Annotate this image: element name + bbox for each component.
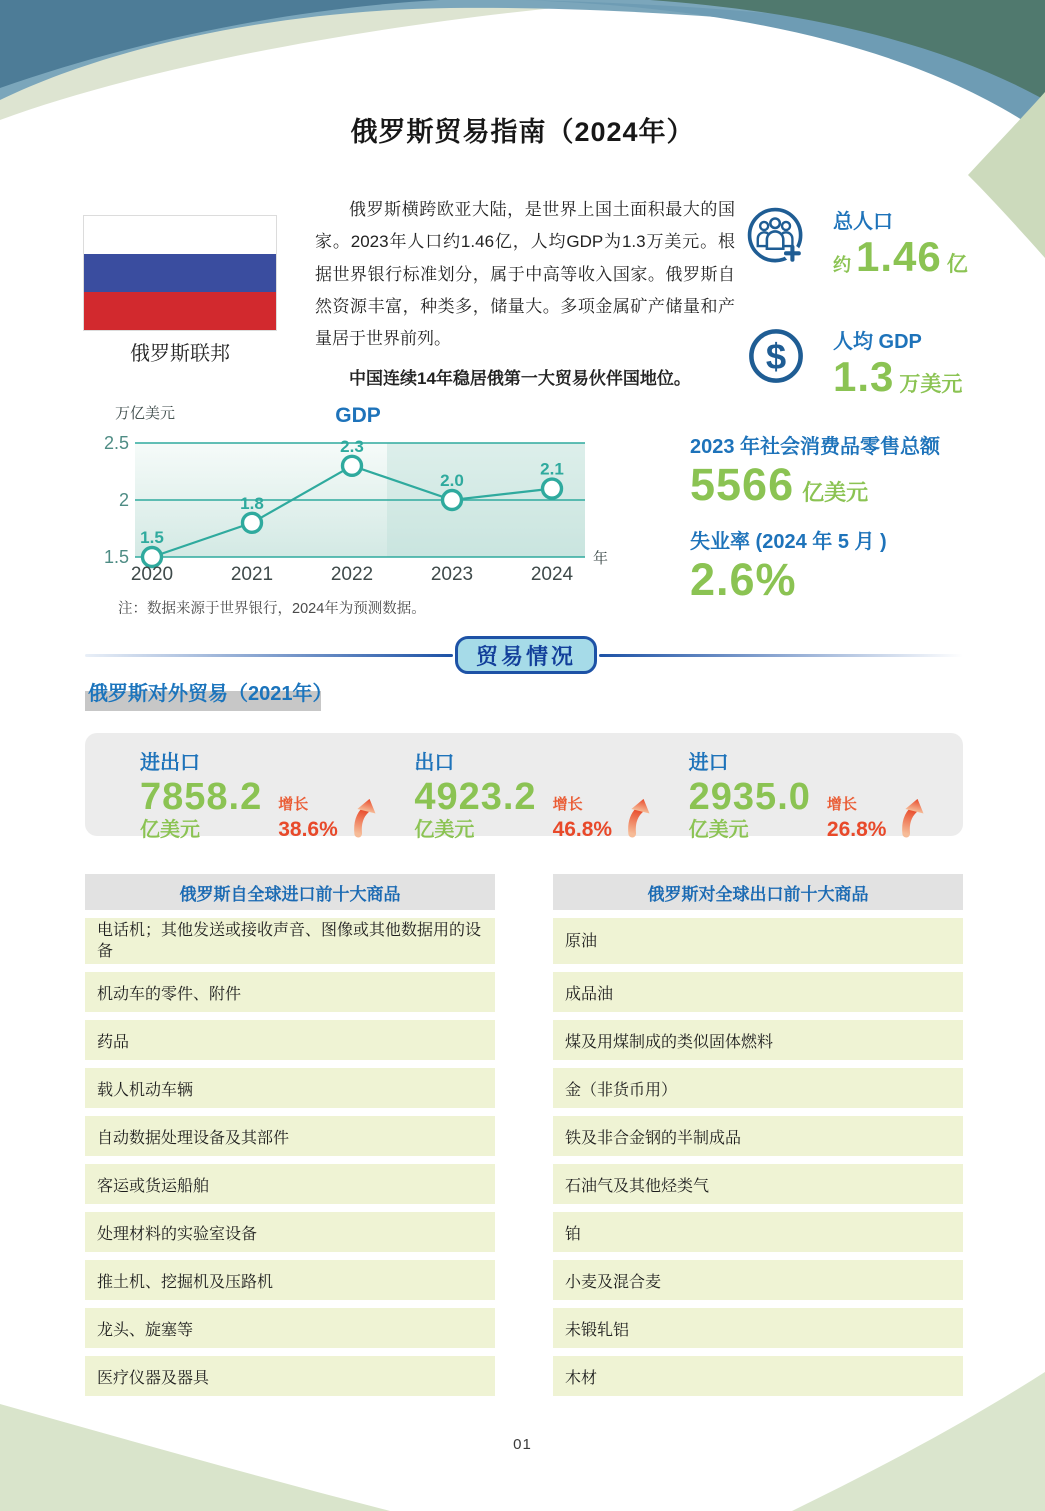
- growth-label: 增长: [278, 796, 309, 813]
- data-point-label: 2.0: [440, 471, 464, 490]
- table-row: 处理材料的实验室设备: [85, 1212, 495, 1252]
- gdp-per-capita-value: 1.3: [833, 353, 895, 400]
- import-table: [85, 874, 495, 1396]
- table-row: 自动数据处理设备及其部件: [85, 1116, 495, 1156]
- growth-label: 增长: [552, 796, 583, 813]
- chart-title: GDP: [335, 404, 381, 427]
- table-row: 小麦及混合麦: [553, 1260, 963, 1300]
- data-point-label: 2.3: [340, 436, 364, 456]
- trade-card-value: 7858.2: [140, 776, 263, 818]
- growth-arrow-icon: [622, 796, 656, 838]
- svg-text:2.5: 2.5: [103, 433, 129, 453]
- export-table-header: 俄罗斯对全球出口前十大商品: [553, 874, 963, 910]
- export-table: [553, 874, 963, 1396]
- gdp-per-capita-label: 人均 GDP: [833, 331, 922, 353]
- population-label: 总人口: [833, 211, 893, 233]
- page-number: 01: [513, 1436, 532, 1453]
- x-tick-label: 2023: [430, 564, 474, 585]
- divider-line-right: [599, 654, 963, 657]
- kpi-population: [745, 205, 968, 278]
- svg-text:1.5: 1.5: [103, 547, 129, 567]
- data-point-label: 1.5: [140, 528, 164, 547]
- unemployment-value: 2.6%: [690, 553, 797, 605]
- divider-line-left: [85, 654, 453, 657]
- svg-text:$: $: [765, 335, 787, 377]
- table-row: 药品: [85, 1020, 495, 1060]
- table-row: 推土机、挖掘机及压路机: [85, 1260, 495, 1300]
- table-row: 未锻轧铝: [553, 1308, 963, 1348]
- trade-card-growth: [278, 797, 338, 840]
- flag-stripe-blue: [84, 254, 276, 292]
- side-stats: [690, 430, 1010, 620]
- table-row: 电话机；其他发送或接收声音、图像或其他数据用的设备: [85, 918, 495, 964]
- subheader-text: 俄罗斯对外贸易（2021年）: [88, 683, 333, 705]
- trade-card-number: [414, 778, 536, 840]
- section-badge: 贸易情况: [455, 636, 597, 674]
- people-plus-icon: [745, 205, 807, 267]
- table-row: 原油: [553, 918, 963, 964]
- chart-xlabel: 年: [593, 550, 609, 567]
- trade-card: [140, 733, 414, 841]
- section-divider: [0, 636, 1045, 676]
- growth-arrow-icon: [348, 796, 382, 838]
- gdp-per-capita-unit: 万美元: [899, 373, 963, 396]
- x-tick-label: 2024: [530, 564, 574, 585]
- trade-card-growth: [827, 797, 887, 840]
- retail-total-value: 5566: [690, 459, 795, 510]
- trade-card: [414, 733, 688, 841]
- export-table-rows: [553, 918, 963, 1396]
- table-row: 煤及用煤制成的类似固体燃料: [553, 1020, 963, 1060]
- trade-card-unit: 亿美元: [140, 819, 200, 841]
- table-row: 客运或货运船舶: [85, 1164, 495, 1204]
- trade-card-number: [689, 778, 811, 840]
- table-row: 石油气及其他烃类气: [553, 1164, 963, 1204]
- growth-value: 46.8%: [552, 818, 613, 841]
- growth-value: 38.6%: [278, 818, 338, 841]
- table-row: 载人机动车辆: [85, 1068, 495, 1108]
- table-row: 成品油: [553, 972, 963, 1012]
- page-title: 俄罗斯贸易指南（2024年）: [350, 117, 695, 147]
- top-commodities-tables: [85, 874, 963, 1396]
- table-row: 机动车的零件、附件: [85, 972, 495, 1012]
- data-point-label: 2.1: [540, 459, 564, 479]
- unemployment-label: 失业率 (2024 年 5 月 ): [690, 530, 887, 553]
- x-tick-label: 2021: [230, 564, 274, 585]
- country-intro: [315, 194, 735, 396]
- growth-arrow-icon: [896, 796, 930, 838]
- trade-card-label: 进口: [688, 752, 729, 774]
- growth-label: 增长: [826, 796, 857, 813]
- table-row: 木材: [553, 1356, 963, 1396]
- x-tick-label: 2022: [330, 564, 374, 585]
- trade-card-label: 出口: [414, 752, 455, 774]
- import-table-rows: [85, 918, 495, 1396]
- intro-paragraph: 俄罗斯横跨欧亚大陆，是世界上国土面积最大的国家。2023年人口约1.46亿，人均GDP为1.3万美元。根据世界银行标准划分，属于中高等收入国家。俄罗斯自然资源丰富，种类多，储量大。多项金属矿产储量和产量居于世界前列。: [315, 200, 735, 349]
- trade-card-unit: 亿美元: [414, 819, 475, 841]
- trade-card: [688, 733, 963, 841]
- trade-card-unit: 亿美元: [688, 819, 749, 841]
- trade-card-number: [140, 778, 262, 840]
- trade-subheader: [85, 677, 333, 713]
- chart-ylabel: 万亿美元: [115, 405, 176, 422]
- svg-text:2: 2: [118, 490, 129, 510]
- data-point-label: 1.8: [240, 493, 264, 513]
- growth-value: 26.8%: [826, 818, 887, 841]
- trade-card-value: 2935.0: [688, 776, 811, 818]
- population-prefix: 约: [833, 255, 851, 275]
- trade-card-label: 进出口: [140, 752, 200, 774]
- chart-source-note: 注：数据来源于世界银行，2024年为预测数据。: [118, 601, 426, 617]
- population-unit: 亿: [946, 253, 968, 276]
- table-row: 医疗仪器及器具: [85, 1356, 495, 1396]
- x-tick-label: 2020: [130, 564, 174, 585]
- flag-label: 俄罗斯联邦: [130, 343, 230, 365]
- table-row: 铁及非合金钢的半制成品: [553, 1116, 963, 1156]
- dollar-circle-icon: [745, 325, 807, 387]
- trade-cards: [85, 733, 963, 841]
- gdp-line-chart: [103, 398, 648, 596]
- russia-flag: [83, 215, 277, 331]
- kpi-gdp-per-capita: [745, 325, 962, 398]
- trade-card-growth: [553, 797, 613, 840]
- population-value: 1.46: [856, 233, 942, 280]
- table-row: 龙头、旋塞等: [85, 1308, 495, 1348]
- intro-highlight: 中国连续14年稳居俄第一大贸易伙伴国地位。: [349, 369, 691, 389]
- flag-stripe-white: [84, 216, 276, 254]
- retail-total-unit: 亿美元: [802, 480, 869, 505]
- table-row: 铂: [553, 1212, 963, 1252]
- import-table-header: 俄罗斯自全球进口前十大商品: [85, 874, 495, 910]
- flag-stripe-red: [84, 292, 276, 330]
- trade-card-value: 4923.2: [414, 776, 537, 818]
- table-row: 金（非货币用）: [553, 1068, 963, 1108]
- retail-total-label: 2023 年社会消费品零售总额: [690, 436, 941, 458]
